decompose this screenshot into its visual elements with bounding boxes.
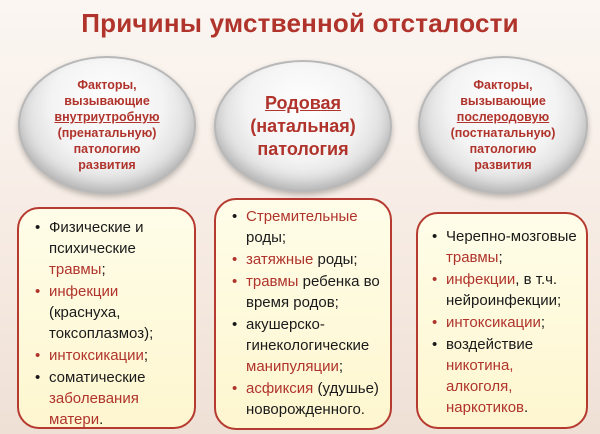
list-item xyxy=(33,281,186,344)
item-highlight: инфекции xyxy=(49,283,119,300)
list-item xyxy=(230,206,384,248)
list-item xyxy=(430,226,580,268)
item-text: ; xyxy=(338,358,344,375)
postnatal-factors-card xyxy=(416,212,588,429)
bullet: • xyxy=(432,336,438,353)
item-text: . xyxy=(524,399,529,416)
birth-pathology-bubble xyxy=(214,60,392,192)
item-text: . xyxy=(99,411,104,428)
item-text: воздействие xyxy=(446,336,534,353)
item-text: ; xyxy=(143,347,149,364)
bubble-line: (натальная) xyxy=(250,115,356,136)
list-item xyxy=(230,314,384,377)
bubble-line: развития xyxy=(78,158,136,172)
item-highlight: никотина, алкоголя, наркотиков xyxy=(446,357,525,416)
factor-list xyxy=(216,200,390,420)
prenatal-factors-bubble xyxy=(18,56,196,194)
bullet: • xyxy=(432,271,438,288)
postnatal-factors-bubble xyxy=(418,56,588,194)
item-highlight: травмы xyxy=(246,273,299,290)
prenatal-factors-card xyxy=(17,207,196,429)
list-item xyxy=(230,249,384,270)
item-text: ; xyxy=(540,314,546,331)
bullet: • xyxy=(35,283,41,300)
bubble-line: развития xyxy=(474,158,532,172)
item-highlight: травмы xyxy=(446,249,499,266)
item-highlight: интоксикации xyxy=(446,314,541,331)
bullet: • xyxy=(432,314,438,331)
item-text: Черепно-мозговые xyxy=(446,228,577,245)
bullet: • xyxy=(35,369,41,386)
list-item xyxy=(33,367,186,430)
bullet: • xyxy=(232,316,238,333)
bullet: • xyxy=(35,347,41,364)
list-item xyxy=(33,345,186,366)
bubble-line: патологию xyxy=(469,142,537,156)
item-highlight: манипуляции xyxy=(246,358,339,375)
bubble-line: вызывающие xyxy=(64,94,150,108)
item-highlight: инфекции xyxy=(446,271,516,288)
birth-pathology-card xyxy=(214,198,392,430)
bullet: • xyxy=(232,208,238,225)
item-text: , в т.ч. нейроинфекции; xyxy=(446,271,562,309)
item-text: (удушье) новорожденного. xyxy=(246,380,379,418)
bullet: • xyxy=(232,273,238,290)
item-text: ; xyxy=(101,261,106,278)
item-text: роды; xyxy=(246,229,287,246)
item-text: акушерско-гинекологические xyxy=(246,316,370,354)
bubble-line: патология xyxy=(257,138,349,159)
factor-list xyxy=(418,214,586,418)
bullet: • xyxy=(432,228,438,245)
item-highlight: заболевания матери xyxy=(49,390,139,428)
item-text: Физические и психические xyxy=(49,219,144,257)
page-title: Причины умственной отсталости xyxy=(81,8,519,38)
list-item xyxy=(430,269,580,311)
item-highlight: затяжные xyxy=(246,251,314,268)
bubble-line: (пренатальную) xyxy=(57,126,157,140)
factor-list xyxy=(19,209,194,430)
bullet: • xyxy=(232,251,238,268)
bubble-line: внутриутробную xyxy=(54,110,160,124)
item-text: (краснуха, токсоплазмоз); xyxy=(49,304,154,342)
bubble-line: (постнатальную) xyxy=(450,126,556,140)
bubble-line: Родовая xyxy=(264,92,342,113)
bubble-line: Факторы, xyxy=(473,78,533,92)
bullet: • xyxy=(232,380,238,397)
item-text: соматические xyxy=(49,369,146,386)
list-item xyxy=(33,217,186,280)
list-item xyxy=(230,378,384,420)
item-text: ; xyxy=(498,249,503,266)
bubble-line: послеродовую xyxy=(456,110,550,124)
item-highlight: травмы xyxy=(49,261,102,278)
item-text: ребенка во время родов; xyxy=(246,273,380,311)
list-item xyxy=(430,334,580,418)
list-item xyxy=(230,271,384,313)
bubble-line: патологию xyxy=(73,142,141,156)
bullet: • xyxy=(35,219,41,236)
item-text: роды; xyxy=(317,251,358,268)
bubble-line: Факторы, xyxy=(77,78,137,92)
bubble-line: вызывающие xyxy=(460,94,546,108)
item-highlight: асфиксия xyxy=(246,380,314,397)
item-highlight: Стремительные xyxy=(246,208,358,225)
item-highlight: интоксикации xyxy=(49,347,144,364)
list-item xyxy=(430,312,580,333)
